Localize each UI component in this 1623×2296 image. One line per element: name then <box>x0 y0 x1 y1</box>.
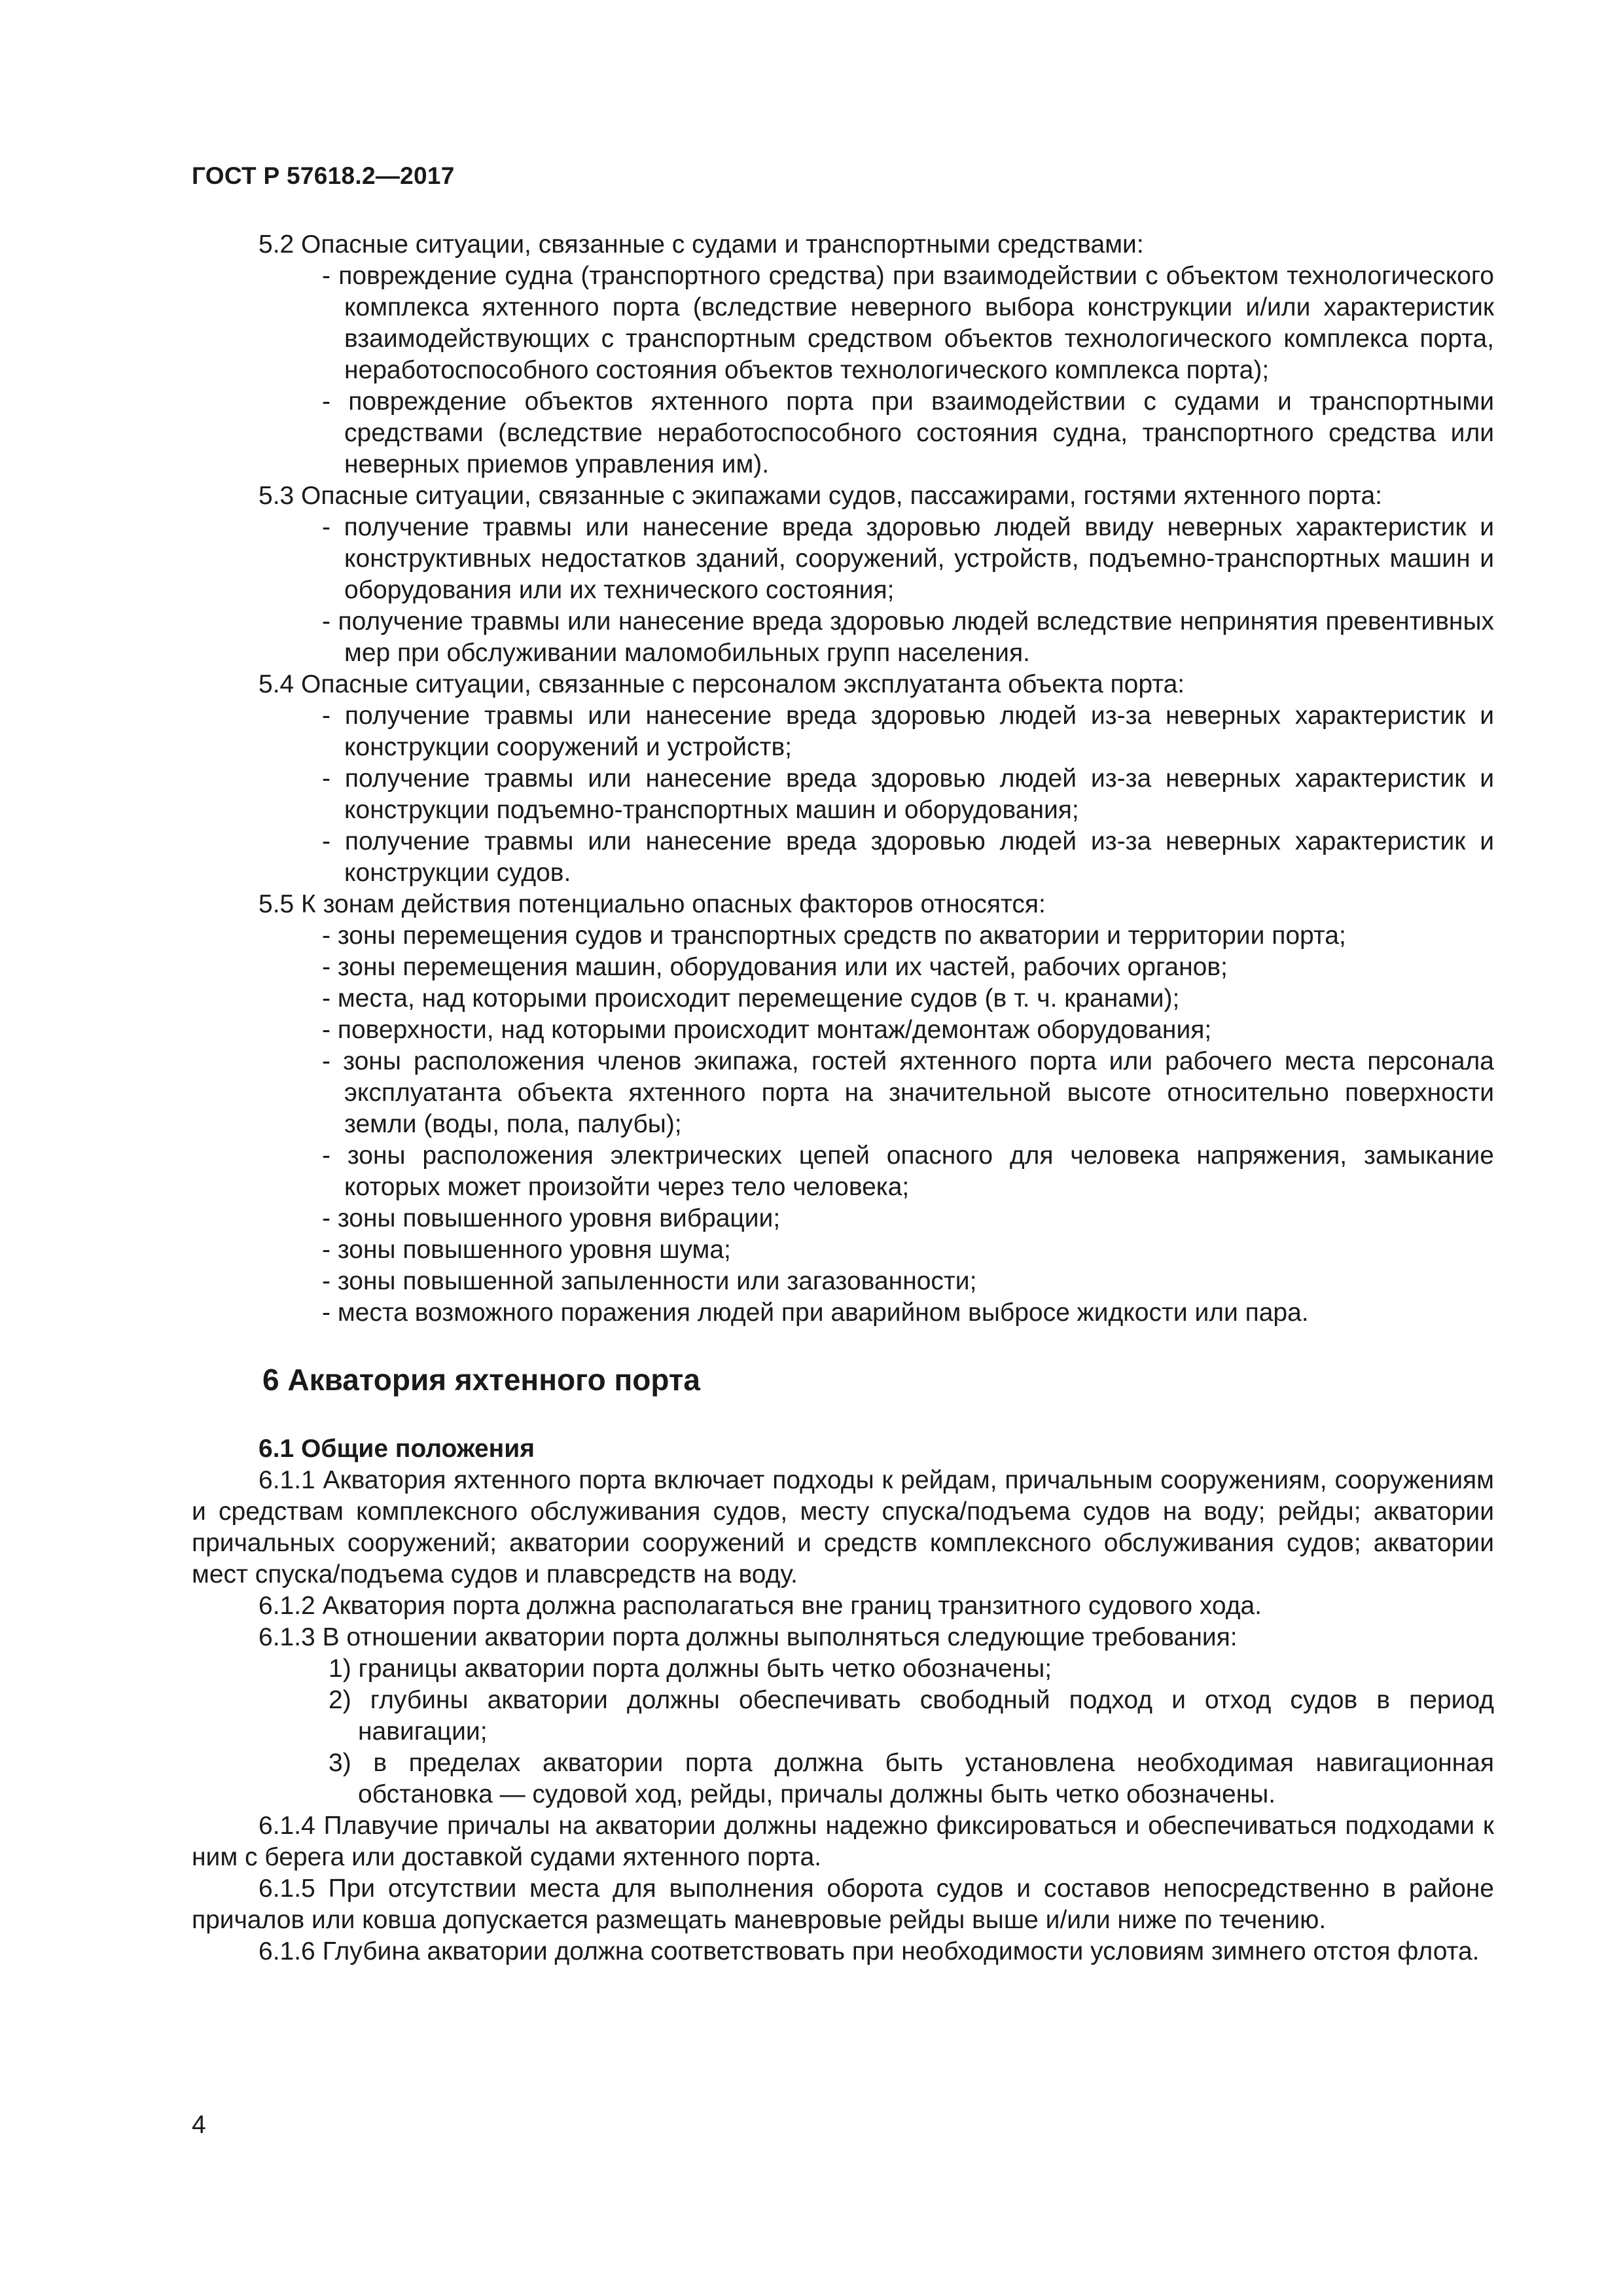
list-item: - зоны расположения электрических цепей опасного для человека напряжения, замыкание которых может произойти через тело человека; <box>322 1141 1494 1201</box>
list-item: - получение травмы или нанесение вреда здоровью людей из-за неверных характеристик и конструкции судов. <box>322 827 1494 887</box>
clause-6-1-4: 6.1.4 Плавучие причалы на акватории должны надежно фиксироваться и обеспечиваться подходами к ним с берега или доставкой судами яхтенного порта. <box>192 1812 1494 1871</box>
clause-5-3: 5.3 Опасные ситуации, связанные с экипажами судов, пассажирами, гостями яхтенного порта: <box>259 482 1382 510</box>
list-item: - повреждение судна (транспортного средства) при взаимодействии с объектом технологического комплекса яхтенного порта (вследствие неверного выбора конструкции и/или характеристик взаимодействующих с транспортным средством объектов технологического комплекса порта, неработоспособного состояния объектов технологического комплекса порта); <box>322 262 1494 384</box>
clause-6-1-6: 6.1.6 Глубина акватории должна соответствовать при необходимости условиям зимнего отстоя флота. <box>259 1937 1480 1965</box>
clause-6-1-3: 6.1.3 В отношении акватории порта должны выполняться следующие требования: <box>259 1623 1238 1651</box>
list-item: - получение травмы или нанесение вреда здоровью людей из-за неверных характеристик и конструкции сооружений и устройств; <box>322 702 1494 761</box>
document-code-header: ГОСТ Р 57618.2—2017 <box>192 162 455 189</box>
list-item: - места возможного поражения людей при аварийном выбросе жидкости или пара. <box>322 1299 1309 1327</box>
clause-5-2: 5.2 Опасные ситуации, связанные с судами и транспортными средствами: <box>259 230 1144 259</box>
numbered-item: 2) глубины акватории должны обеспечивать свободный подход и отход судов в период навигации; <box>329 1686 1494 1746</box>
list-item: - зоны перемещения судов и транспортных средств по акватории и территории порта; <box>322 922 1346 950</box>
numbered-item: 1) границы акватории порта должны быть четко обозначены; <box>329 1655 1052 1683</box>
list-item: - получение травмы или нанесение вреда здоровью людей ввиду неверных характеристик и конструктивных недостатков зданий, сооружений, устройств, подъемно-транспортных машин и оборудования или их технического состояния; <box>322 513 1494 604</box>
list-item: - зоны повышенного уровня вибрации; <box>322 1204 781 1232</box>
page-number: 4 <box>192 2111 206 2139</box>
numbered-item: 3) в пределах акватории порта должна быть установлена необходимая навигационная обстановка — судовой ход, рейды, причалы должны быть четко обозначены. <box>329 1749 1494 1808</box>
clause-6-1-2: 6.1.2 Акватория порта должна располагаться вне границ транзитного судового хода. <box>259 1592 1262 1620</box>
list-item: - повреждение объектов яхтенного порта при взаимодействии с судами и транспортными средствами (вследствие неработоспособного состояния судна, транспортного средства или неверных приемов управления им). <box>322 387 1494 478</box>
section-6-heading: 6 Акватория яхтенного порта <box>262 1363 700 1397</box>
list-item: - зоны повышенной запыленности или загазованности; <box>322 1267 977 1295</box>
subsection-6-1-heading: 6.1 Общие положения <box>259 1435 535 1463</box>
list-item: - зоны перемещения машин, оборудования или их частей, рабочих органов; <box>322 953 1228 981</box>
clause-5-4: 5.4 Опасные ситуации, связанные с персоналом эксплуатанта объекта порта: <box>259 670 1185 698</box>
list-item: - получение травмы или нанесение вреда здоровью людей вследствие непринятия превентивных мер при обслуживании маломобильных групп населения. <box>322 607 1494 667</box>
list-item: - места, над которыми происходит перемещение судов (в т. ч. кранами); <box>322 984 1180 1013</box>
list-item: - зоны повышенного уровня шума; <box>322 1236 731 1264</box>
clause-6-1-5: 6.1.5 При отсутствии места для выполнения оборота судов и составов непосредственно в районе причалов или ковша допускается размещать маневровые рейды выше и/или ниже по течению. <box>192 1874 1494 1934</box>
clause-6-1-1: 6.1.1 Акватория яхтенного порта включает подходы к рейдам, причальным сооружениям, сооружениям и средствам комплексного обслуживания судов, месту спуска/подъема судов на воду; рейды; акватории причальных сооружений; акватории сооружений и средств комплексного обслуживания судов; акватории мест спуска/подъема судов и плавсредств на воду. <box>192 1466 1494 1588</box>
list-item: - поверхности, над которыми происходит монтаж/демонтаж оборудования; <box>322 1016 1212 1044</box>
document-body <box>192 229 1494 1967</box>
list-item: - зоны расположения членов экипажа, гостей яхтенного порта или рабочего места персонала эксплуатанта объекта яхтенного порта на значительной высоте относительно поверхности земли (воды, пола, палубы); <box>322 1047 1494 1138</box>
clause-5-5: 5.5 К зонам действия потенциально опасных факторов относятся: <box>259 890 1046 918</box>
list-item: - получение травмы или нанесение вреда здоровью людей из-за неверных характеристик и конструкции подъемно-транспортных машин и оборудования; <box>322 764 1494 824</box>
